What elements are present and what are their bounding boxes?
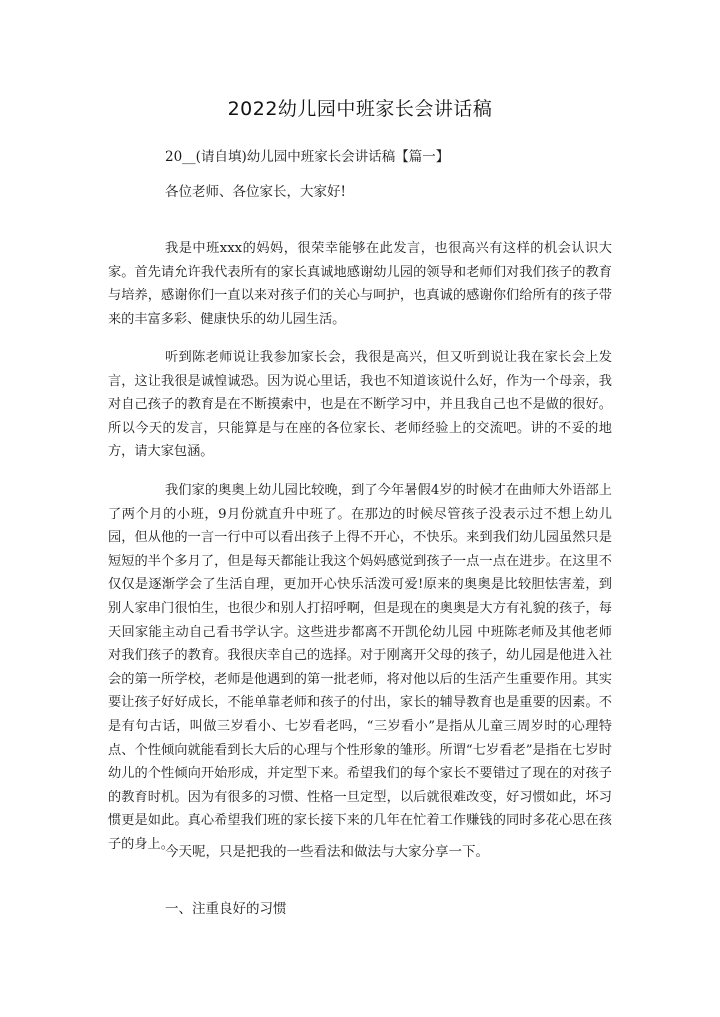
closing-line: 今天呢，只是把我的一些看法和做法与大家分享一下。: [165, 844, 489, 860]
document-subtitle: 20__(请自填)幼儿园中班家长会讲话稿【篇一】: [165, 149, 450, 165]
paragraph-1: 我是中班xxx的妈妈，很荣幸能够在此发言，也很高兴有这样的机会认识大家。首先请允许我代表所有的家长真诚地感谢幼儿园的领导和老师们对我们孩子的教育与培养，感谢你们一直以来对孩子们的关心与呵护，也真诚的感谢你们给所有的孩子带来的丰富多彩、健康快乐的幼儿园生活。: [108, 241, 612, 327]
section-heading: 一、注重良好的习惯: [165, 901, 287, 917]
greeting: 各位老师、各位家长，大家好!: [165, 184, 346, 200]
paragraph-2: 听到陈老师说让我参加家长会，我很是高兴，但又听到说让我在家长会上发言，这让我很是诚惶诚恐。因为说心里话，我也不知道该说什么好，作为一个母亲，我对自己孩子的教育是在不断摸索中，也是在不断学习中，并且我自己也不是做的很好。所以今天的发言，只能算是与在座的各位家长、老师经验上的交流吧。讲的不妥的地方，请大家包涵。: [108, 350, 612, 460]
document-title: 2022幼儿园中班家长会讲话稿: [227, 98, 493, 120]
paragraph-3: 我们家的奥奥上幼儿园比较晚，到了今年暑假4岁的时候才在曲师大外语部上了两个月的小班，9月份就直升中班了。在那边的时候尽管孩子没表示过不想上幼儿园，但从他的一言一行中可以看出孩子上得不开心，不快乐。来到我们幼儿园虽然只是短短的半个多月了，但是每天都能让我这个妈妈感觉到孩子一点一点在进步。在这里不仅仅是逐渐学会了生活自理，更加开心快乐活泼可爱!原来的奥奥是比较胆怯害羞，到别人家串门很怕生，也很少和别人打招呼啊，但是现在的奥奥是大方有礼貌的孩子，每天回家能主动自己看书学认字。这些进步都离不开凯伦幼儿园 中班陈老师及其他老师对我们孩子的教育。我很庆幸自己的选择。对于刚离开父母的孩子，幼儿园是他进入社会的第一所学校，老师是他遇到的第一批老师，将对他以后的生活产生重要作用。其实要让孩子好好成长，不能单靠老师和孩子的付出，家长的辅导教育也是重要的因素。不是有句古话，叫做三岁看小、七岁看老吗，“三岁看小”是指从儿童三周岁时的心理特点、个性倾向就能看到长大后的心理与个性形象的雏形。所谓“七岁看老”是指在七岁时幼儿的个性倾向开始形成，并定型下来。希望我们的每个家长不要错过了现在的对孩子的教育时机。因为有很多的习惯、性格一旦定型，以后就很难改变，好习惯如此，坏习惯更是如此。真心希望我们班的家长接下来的几年在忙着工作赚钱的同时多花心思在孩子的身上。: [108, 483, 612, 852]
